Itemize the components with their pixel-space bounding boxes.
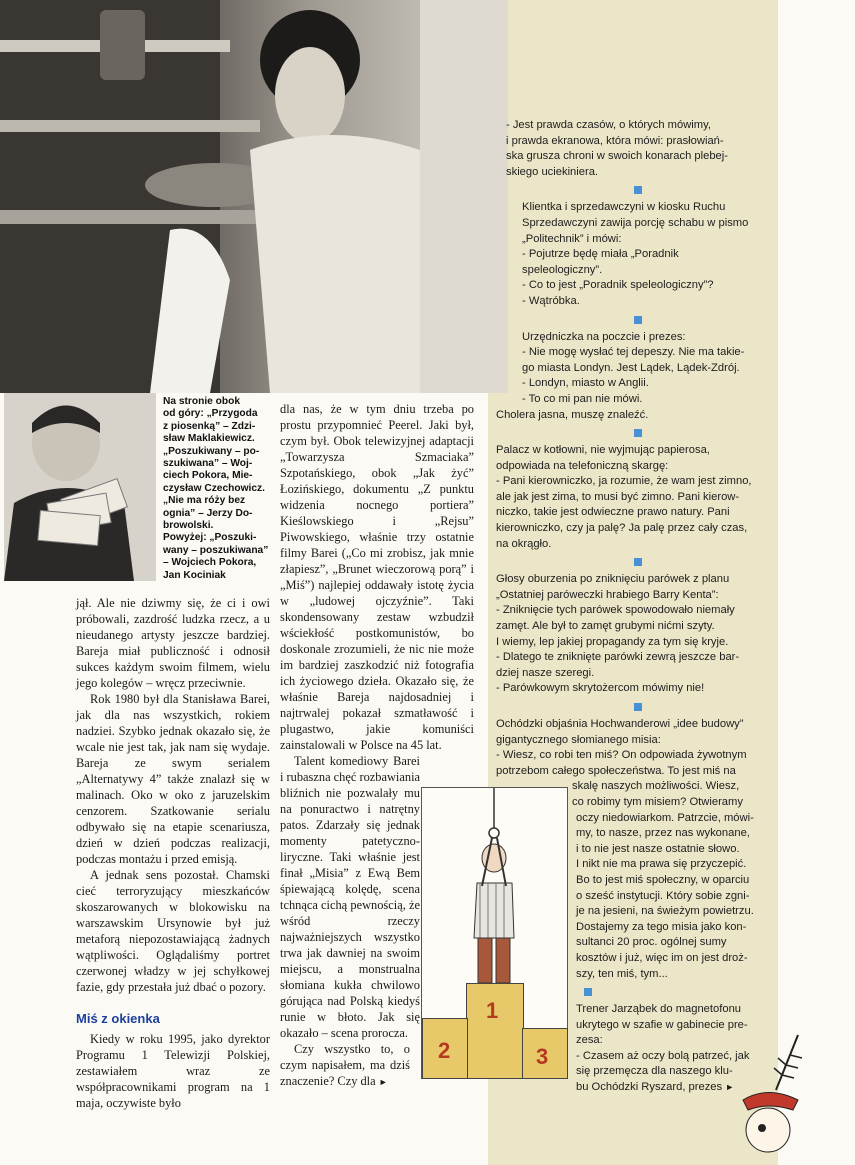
caption-line: Powyżej: „Poszuki-: [163, 532, 257, 544]
caption-line: „Poszukiwany – po-: [163, 445, 260, 457]
quote-line: - Nie mogę wysłać tej depeszy. Nie ma takie-: [522, 346, 745, 359]
quote-block: [506, 118, 774, 180]
quote-line: - Parówkowym skrytożercom mówimy nie!: [496, 682, 705, 695]
caption-line: – Wojciech Pokora,: [163, 557, 257, 569]
quote-line: ale jak jest zima, to musi być zimno. Pani kierow-: [496, 490, 740, 503]
quote-line: Urzędniczka na poczcie i prezes:: [522, 330, 686, 343]
quote-line: je na jesieni, na świeżym powietrzu.: [576, 905, 754, 918]
quote-line: - Wiesz, co robi ten miś? On odpowiada żywotnym: [496, 749, 747, 762]
quote-line: go miasta Londyn. Jest Lądek, Lądek-Zdrój.: [522, 361, 740, 374]
quote-line: odpowiada na telefoniczną skargę:: [496, 459, 669, 472]
quote-line: Trener Jarząbek do magnetofonu: [576, 1003, 742, 1016]
quote-line: o sześć instytucji. Który sobie zgni-: [576, 889, 750, 902]
podium-number: 1: [486, 998, 499, 1023]
photo-man-illustration: [4, 393, 156, 581]
photo-woman-washing-dishes: [0, 0, 508, 393]
paragraph: dla nas, że w tym dniu trzeba po prostu przypomnieć Peerel. Jaki był, czym był. Obok telewizyjnej adaptacji „Towarzysza Szmaciaka” Szpotańskiego, obok „Jak żyć” Łozińskiego, dokumentu „Z punktu widzenia nocnego portiera” Kieślowskiego i „Rejsu” Piwowskiego, właśnie trzy ostatnie filmy Barei („Co mi zrobisz, jak mnie złapiesz”, „Brunet wieczorową porą” i „Miś”) najlepiej oddawały istotę życia w „ludowej ojczyźnie”. Taki skondensowany zestaw wzbudził wściekłość postkomunistów, bo doskonale zrozumieli, że nic nie może im bardziej zaszkodzić niż fotografia ich życiowego dzieła. Okazało się, że właśnie Bareja najdosadniej i najtrwalej pokazał szmatławość i plugastwo, jakie komuniści zainstalowali w Polsce na 45 lat.: [280, 402, 474, 752]
quote-line: - To co mi pan nie mówi.: [522, 392, 643, 405]
quote-line: - Jest prawda czasów, o których mówimy,: [506, 119, 711, 131]
paragraph: A jednak sens pozostał. Chamski cieć terroryzujący mieszkańców skoszarowanych w blokowisku na warszawskim Ursynowie był już metaforą niepozostawiającą żadnych wątpliwości. Oglądaliśmy portret czerwonej władzy w jej schyłkowej fazie, gdy przestała już dbać o pozory.: [76, 868, 270, 994]
quote-line: gigantycznego słomianego misia:: [496, 733, 661, 746]
quote-line: my, to nasze, przez nas wykonane,: [576, 827, 750, 840]
paragraph-text: Czy wszystko to, o czym napisałem, ma dziś znaczenie? Czy dla: [280, 1042, 410, 1088]
quote-line: Dostajemy za tego misia jako kon-: [576, 920, 747, 933]
photo-man-with-banknotes: [4, 393, 156, 581]
quote-text: bu Ochódzki Ryszard, prezes: [576, 1081, 723, 1094]
separator-square-icon: [584, 988, 592, 996]
quote-line: - Londyn, miasto w Anglii.: [522, 377, 649, 390]
paragraph: [280, 1041, 410, 1090]
quote-line: zesa:: [576, 1034, 603, 1047]
section-heading: Miś z okienka: [76, 1011, 160, 1026]
caption-line: sław Maklakiewicz.: [163, 433, 255, 445]
quote-line: niczko, takie jest odwieczne prawo natury. Pani: [496, 506, 730, 519]
quote-line: skalę naszych możliwości. Wiesz,: [572, 780, 740, 793]
quote-line: oczy niedowiarkom. Patrzcie, mówi-: [576, 811, 754, 824]
caption-line: Jan Kociniak: [163, 569, 226, 581]
quote-line: - Zniknięcie tych parówek spowodowało niemały: [496, 604, 735, 617]
caption-line: „Nie ma róży bez: [163, 495, 246, 507]
quote-line: i to nie jest nasze ostatnie słowo.: [576, 842, 740, 855]
quote-line: - Dlatego te zniknięte parówki zewrą jeszcze bar-: [496, 651, 740, 664]
quote-line: skiego uciekiniera.: [506, 165, 599, 178]
quote-line: Bo to jest miś społeczny, w oparciu: [576, 873, 750, 886]
quote-line: I wiemy, lep jakiej propagandy za tym się kryje.: [496, 635, 729, 648]
quote-line: „Politechnik” i mówi:: [522, 232, 622, 245]
quote-line: Palacz w kotłowni, nie wyjmując papierosa,: [496, 444, 710, 457]
quote-line: Sprzedawczyni zawija porcję schabu w pismo: [522, 216, 749, 229]
quote-line: sultanci 20 proc. ogólnej sumy: [576, 936, 727, 949]
separator-square-icon: [634, 186, 642, 194]
caption-line: czysław Czechowicz.: [163, 482, 265, 494]
paragraph: Talent komediowy Barei i rubaszna chęć rozbawiania bliźnich nie pozwalały mu na ponuractwo i natrętny patos. Zdarzały się jednak momenty patetyczno-liryczne. Taki właśnie jest finał „Misia” z Ewą Bem śpiewającą kolędę, scena tchnąca cichą pewnością, że wśród rzeczy najważniejszych wszystko trwa jak dawniej na swoim miejscu, a monstrualna słomiana kukła chwilowo górująca nad Polską kiedyś runie w błoto. Jak się okazało – scena prorocza.: [280, 754, 421, 1040]
quote-line: co robimy tym misiem? Otwieramy: [572, 795, 743, 808]
quote-line: Cholera jasna, muszę znaleźć.: [496, 408, 649, 421]
continue-arrow-icon: ►: [378, 1077, 388, 1087]
quote-block: [496, 330, 774, 424]
caption-line: od góry: „Przygoda: [163, 408, 258, 420]
quote-line: ukrytego w szafie w gabinecie pre-: [576, 1018, 748, 1031]
paragraph: Kiedy w roku 1995, jako dyrektor Programu 1 Telewizji Polskiej, zestawiałem wraz ze współpracownikami program na 1 maja, oczywiste było: [76, 1032, 270, 1110]
quote-line: się przemęcza dla naszego klu-: [576, 1065, 733, 1078]
quote-line: Klientka i sprzedawczyni w kiosku Ruchu: [522, 201, 726, 214]
article-column-left: [76, 595, 270, 1111]
caption-line: ciech Pokora, Mie-: [163, 470, 253, 482]
quote-line: Ochódzki objaśnia Hochwanderowi „idee budowy”: [496, 718, 744, 730]
photo-caption: [163, 396, 281, 582]
quote-line: „Ostatniej parówеczki hrabiego Barry Kenta”:: [496, 588, 719, 601]
caption-line: wany – poszukiwana”: [163, 544, 269, 556]
quote-block: [496, 443, 774, 552]
continue-arrow-icon: ►: [725, 1082, 735, 1093]
quote-line: dziej nasze szeregi.: [496, 666, 595, 679]
mascot-drawing: [738, 1030, 808, 1155]
quote-line: - Co to jest „Poradnik speleologiczny”?: [522, 279, 714, 292]
quote-line: ska grusza chroni w swoich konarach plebej-: [506, 150, 728, 163]
separator-square-icon: [634, 703, 642, 711]
quote-line: - Czasem aż oczy bolą patrzeć, jak: [576, 1049, 750, 1062]
caption-line: szukiwana” – Woj-: [163, 458, 253, 470]
caption-line: browolski.: [163, 520, 214, 532]
podium-number: 2: [438, 1038, 451, 1063]
quote-line: potrzebom całego społeczeństwa. To jest miś na: [496, 764, 736, 777]
quote-line: - Pojutrze będę miała „Poradnik: [522, 248, 679, 261]
quote-line: szy, ten miś, tym...: [576, 967, 668, 980]
quote-line: kosztów i już, więc im on jest droż-: [576, 951, 748, 964]
quote-line: Głosy oburzenia po zniknięciu parówek z planu: [496, 573, 730, 586]
quote-line: - Wątróbka.: [522, 294, 580, 307]
quote-line: I nikt nie ma prawa się przyczepić.: [576, 858, 747, 871]
photo-woman-illustration: [0, 0, 508, 393]
separator-square-icon: [634, 429, 642, 437]
quote-line: kierowniczko, czy ja palę? Ja palę przez cały czas,: [496, 522, 748, 535]
paragraph: Rok 1980 był dla Stanisława Barei, jak dla nas wszystkich, rokiem nadziei. Szybko jednak okazało się, że wcale nie jest tak, jak nam się wydaje. Bareja ze swym serialem „Alternatywy 4” także znalazł się w malinach. Oko w oko z jaruzelskim cenzorem. Szatkowanie serialu odbywało się na etapie scenariusza, dzień w dzień podczas realizacji, podczas montażu i przed emisją.: [76, 692, 270, 866]
quote-line: speleologiczny”.: [522, 263, 603, 276]
quote-line: na okrągło.: [496, 537, 552, 550]
separator-square-icon: [634, 558, 642, 566]
caption-line: z piosenką” – Zdzi-: [163, 420, 256, 432]
sidebar-quotes: [496, 118, 774, 1096]
quote-block: [522, 200, 774, 309]
quote-line: zamęt. Ale był to zamęt grubymi nićmi szyty.: [496, 620, 715, 633]
caption-line: Na stronie obok: [163, 396, 240, 407]
separator-square-icon: [634, 316, 642, 324]
paragraph: jął. Ale nie dziwmy się, że ci i owi próbowali, zazdrość ludzka rzecz, a u nieudanego artysty jeszcze bardziej. Bareja miał publiczność i odnosił sukces każdym swoim filmem, wielu jego kolegów – wręcz przeciwnie.: [76, 596, 270, 690]
podium-number: 3: [536, 1044, 549, 1069]
quote-block: [496, 717, 774, 982]
quote-block: [496, 572, 774, 697]
quote-line: - Pani kierowniczko, ja rozumie, że wam jest zimno,: [496, 475, 752, 488]
quote-line: i prawda ekranowa, która mówi: prasłowiań-: [506, 134, 724, 147]
fish-skeleton-mascot-icon: [738, 1030, 808, 1155]
caption-line: ognia” – Jerzy Do-: [163, 507, 253, 519]
